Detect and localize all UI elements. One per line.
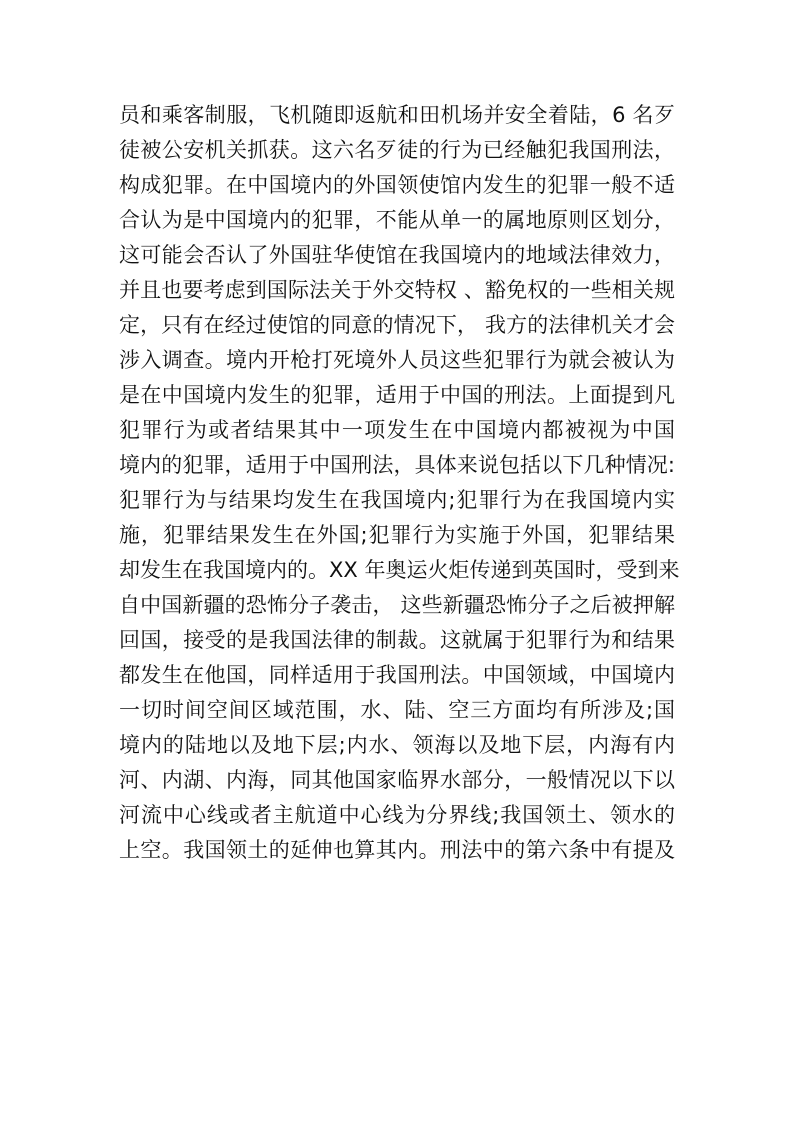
text-line: 河流中心线或者主航道中心线为分界线;我国领土、领水的 [119,803,675,827]
text-line: 这可能会否认了外国驻华使馆在我国境内的地域法律效力， [119,243,675,267]
text-line: 涉入调查。境内开枪打死境外人员这些犯罪行为就会被认为 [119,348,675,372]
text-line: 境内的犯罪，适用于中国刑法，具体来说包括以下几种情况: [119,453,675,477]
text-line: 并且也要考虑到国际法关于外交特权 、豁免权的一些相关规 [119,278,675,302]
text-line: 构成犯罪。在中国境内的外国领使馆内发生的犯罪一般不适 [119,173,675,197]
text-line: 徒被公安机关抓获。这六名歹徒的行为已经触犯我国刑法， [119,138,675,162]
text-line: 上空。我国领土的延伸也算其内。刑法中的第六条中有提及 [119,838,675,862]
text-line: 合认为是中国境内的犯罪，不能从单一的属地原则区划分， [119,208,675,232]
text-line: 却发生在我国境内的。XX 年奥运火炬传递到英国时，受到来 [119,558,680,582]
text-line: 境内的陆地以及地下层;内水、领海以及地下层，内海有内 [119,733,675,757]
text-line: 施，犯罪结果发生在外国;犯罪行为实施于外国，犯罪结果 [119,523,675,547]
text-line: 犯罪行为与结果均发生在我国境内;犯罪行为在我国境内实 [119,488,675,512]
text-line: 定，只有在经过使馆的同意的情况下， 我方的法律机关才会 [119,313,675,337]
body-text [119,98,680,868]
text-line: 都发生在他国，同样适用于我国刑法。中国领域，中国境内 [119,663,675,687]
text-line: 河、内湖、内海，同其他国家临界水部分，一般情况以下以 [119,768,675,792]
text-line: 犯罪行为或者结果其中一项发生在中国境内都被视为中国 [119,418,675,442]
text-line: 员和乘客制服，飞机随即返航和田机场并安全着陆，6 名歹 [119,103,675,127]
text-line: 回国，接受的是我国法律的制裁。这就属于犯罪行为和结果 [119,628,675,652]
text-line: 自中国新疆的恐怖分子袭击， 这些新疆恐怖分子之后被押解 [119,593,675,617]
text-line: 一切时间空间区域范围，水、陆、空三方面均有所涉及;国 [119,698,675,722]
text-line: 是在中国境内发生的犯罪，适用于中国的刑法。上面提到凡 [119,383,675,407]
